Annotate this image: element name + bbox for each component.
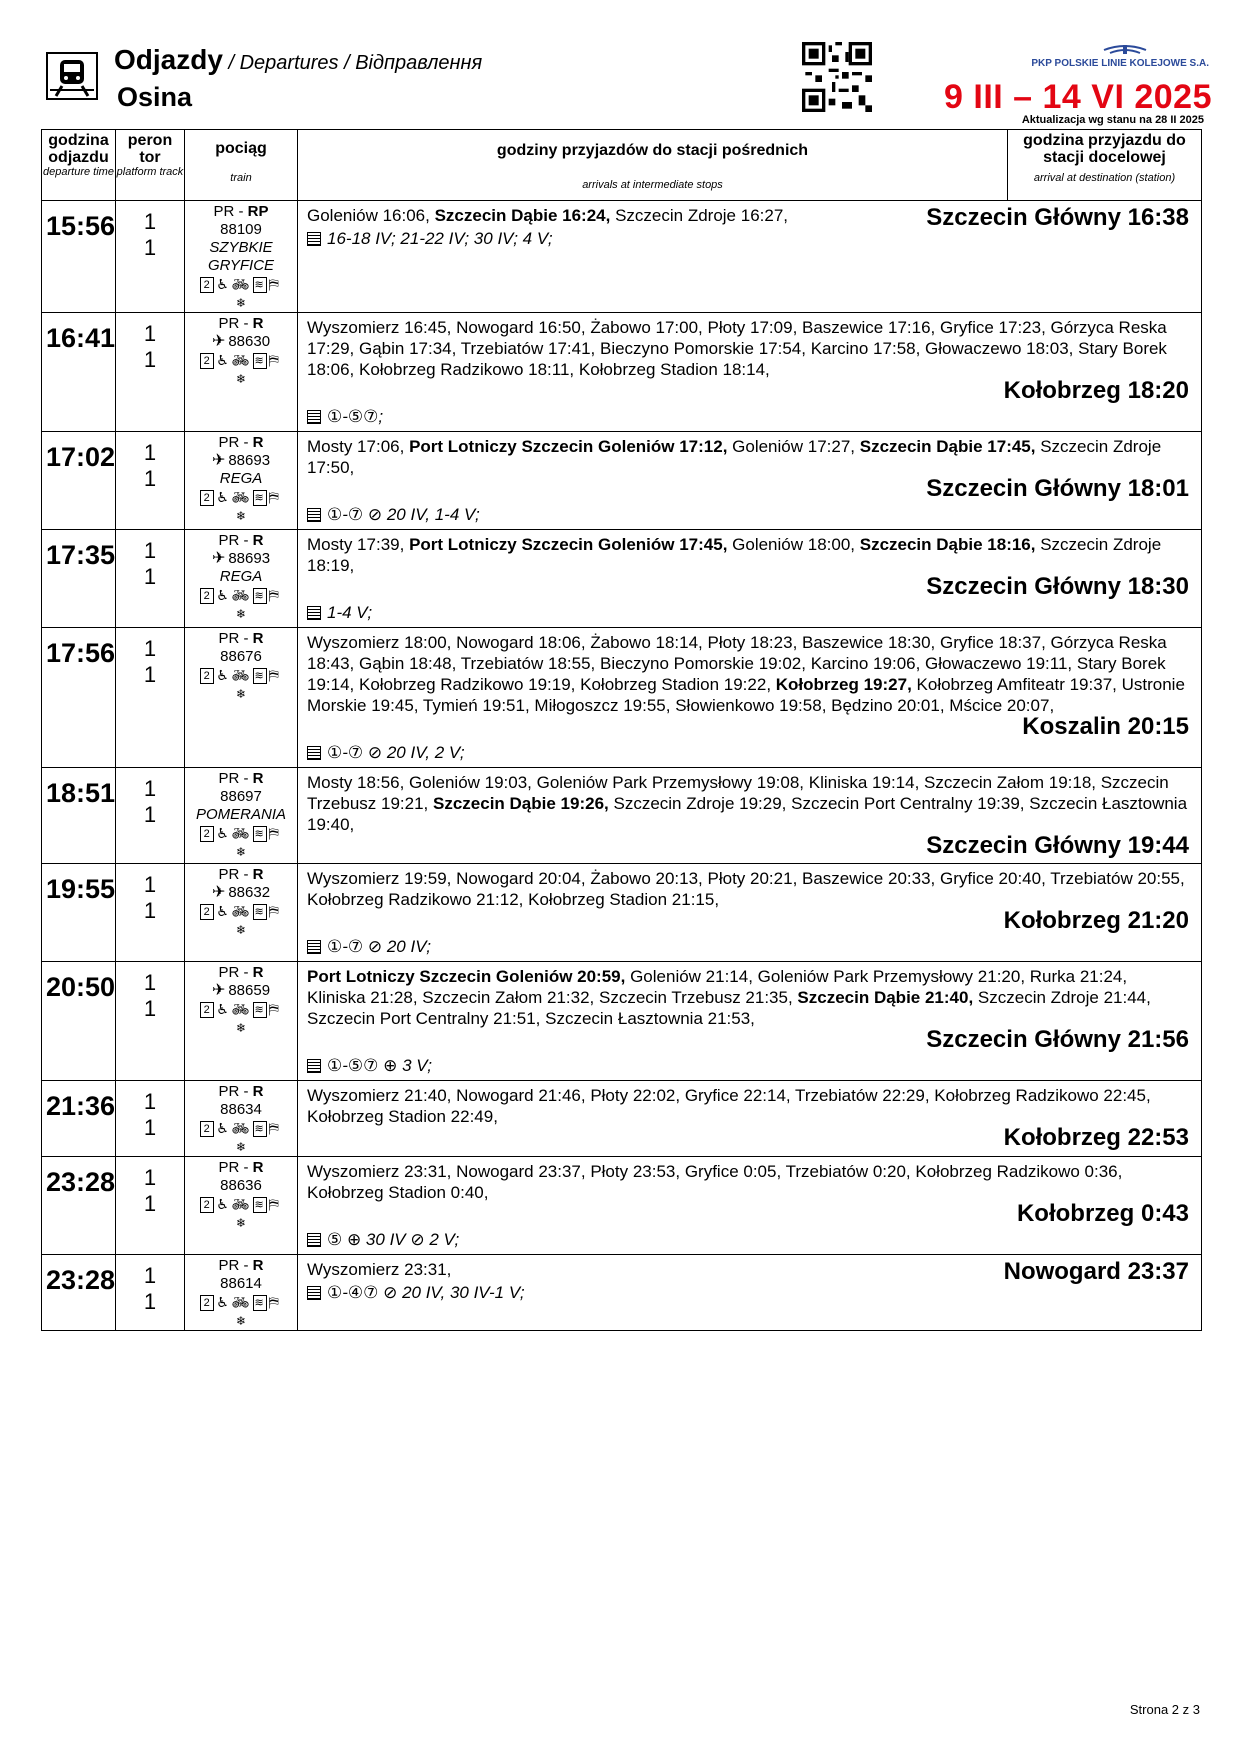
second-class-icon: 2 bbox=[200, 588, 214, 604]
stop-list: Szczecin Zdroje 19:29, Szczecin Port Centralny 19:39, Szczecin Łasztownia 19:40, bbox=[307, 794, 1188, 834]
wheelchair-icon: ♿ bbox=[216, 1120, 230, 1136]
platform-number: 1 bbox=[143, 440, 157, 465]
train-cell bbox=[185, 628, 298, 768]
platform-number: 1 bbox=[143, 872, 157, 897]
wheelchair-icon: ♿ bbox=[216, 276, 230, 292]
ramp-icon: ⛿ bbox=[268, 1196, 280, 1212]
calendar-icon bbox=[307, 410, 321, 424]
departure-row bbox=[42, 628, 1202, 768]
departure-row bbox=[42, 432, 1202, 530]
train-cell bbox=[185, 962, 298, 1081]
wheelchair-icon: ♿ bbox=[216, 1294, 230, 1310]
train-number: ✈ 88630 bbox=[211, 333, 271, 350]
stops-cell bbox=[298, 313, 1202, 432]
departure-row bbox=[42, 768, 1202, 864]
operating-days: ①-⑤⑦ ⊕ 3 V; bbox=[307, 1055, 1189, 1076]
stop-list: Szczecin Dąbie 17:45, bbox=[859, 437, 1041, 456]
stops-cell bbox=[298, 864, 1202, 962]
train-services bbox=[185, 1119, 297, 1138]
air-conditioning-icon: ❄ bbox=[235, 509, 247, 523]
platform-cell bbox=[116, 864, 185, 962]
header bbox=[0, 0, 1240, 130]
bicycle-icon: 🚲︎ bbox=[231, 352, 251, 368]
ramp-icon: ⛿ bbox=[268, 587, 280, 603]
ramp-icon: ⛿ bbox=[268, 1001, 280, 1017]
platform-cell bbox=[116, 628, 185, 768]
timetable bbox=[41, 129, 1202, 1331]
departure-rows bbox=[42, 201, 1202, 1331]
train-services bbox=[185, 351, 297, 370]
destination-arrival: Szczecin Główny 21:56 bbox=[926, 1026, 1189, 1053]
ramp-icon: ⛿ bbox=[268, 667, 280, 683]
calendar-icon bbox=[307, 940, 321, 954]
train-number: 88636 bbox=[220, 1177, 262, 1194]
train-services bbox=[185, 275, 297, 294]
airplane-icon: ✈ bbox=[211, 452, 226, 469]
station-name: Osina bbox=[117, 82, 193, 112]
col-stops-header: godziny przyjazdów do stacji pośrednich arrivals at intermediate stops bbox=[298, 130, 1008, 201]
stop-list: Szczecin Zdroje 18:19, bbox=[307, 535, 1162, 575]
platform-cell bbox=[116, 432, 185, 530]
departure-row bbox=[42, 313, 1202, 432]
bicycle-icon: 🚲︎ bbox=[231, 1196, 251, 1212]
train-number: ✈ 88659 bbox=[211, 982, 271, 999]
second-class-icon: 2 bbox=[200, 490, 214, 506]
train-category: PR - R bbox=[218, 630, 264, 647]
train-category: PR - R bbox=[218, 315, 264, 332]
train-services bbox=[185, 902, 297, 921]
col-destination-header: godzina przyjazdu do stacji docelowej arrival at destination (station) bbox=[1008, 130, 1202, 201]
page-number: Strona 2 z 3 bbox=[1129, 1702, 1200, 1717]
ramp-icon: ⛿ bbox=[268, 489, 280, 505]
train-category: PR - R bbox=[218, 532, 264, 549]
train-category: PR - R bbox=[218, 434, 264, 451]
departure-time: 17:35 bbox=[42, 530, 116, 628]
wifi-icon: ≋ bbox=[254, 670, 265, 683]
stops-cell bbox=[298, 1255, 1202, 1331]
departure-row bbox=[42, 1157, 1202, 1255]
air-conditioning-icon: ❄ bbox=[235, 372, 247, 386]
track-number: 1 bbox=[143, 662, 157, 687]
train-cell bbox=[185, 768, 298, 864]
stop-list: Port Lotniczy Szczecin Goleniów 17:45, bbox=[409, 535, 733, 554]
platform-number: 1 bbox=[143, 776, 157, 801]
platform-cell bbox=[116, 1255, 185, 1331]
wheelchair-icon: ♿ bbox=[216, 1001, 230, 1017]
stop-list: Szczecin Dąbie 19:26, bbox=[433, 794, 614, 813]
ramp-icon: ⛿ bbox=[268, 276, 280, 292]
air-conditioning-icon: ❄ bbox=[235, 1140, 247, 1154]
second-class-icon: 2 bbox=[200, 1121, 214, 1137]
train-number: 88634 bbox=[220, 1101, 262, 1118]
bicycle-icon: 🚲︎ bbox=[231, 1294, 251, 1310]
platform-cell bbox=[116, 768, 185, 864]
bicycle-icon: 🚲︎ bbox=[231, 903, 251, 919]
departure-time: 23:28 bbox=[42, 1157, 116, 1255]
page-title: Odjazdy / Departures / Відправлення bbox=[114, 44, 483, 75]
second-class-icon: 2 bbox=[200, 1197, 214, 1213]
update-note: Aktualizacja wg stanu na 28 II 2025 bbox=[1021, 114, 1204, 126]
air-conditioning-icon: ❄ bbox=[235, 296, 247, 310]
stop-list: Goleniów 17:27, bbox=[732, 437, 860, 456]
train-cell bbox=[185, 1157, 298, 1255]
stop-list: Wyszomierz 23:31, Nowogard 23:37, Płoty 23:53, Gryfice 0:05, Trzebiatów 0:20, Kołobrzeg Radzikowo 0:36, Kołobrzeg Stadion 0:40, bbox=[307, 1162, 1123, 1202]
platform-number: 1 bbox=[143, 321, 157, 346]
stop-list: Kołobrzeg Amfiteatr 19:37, Ustronie Morskie 19:45, Tymień 19:51, Miłogoszcz 19:55, Słowienkowo 19:58, Będzino 20:01, Mścice 20:07, bbox=[307, 675, 1185, 715]
stops-cell bbox=[298, 432, 1202, 530]
calendar-icon bbox=[307, 1059, 321, 1073]
calendar-icon bbox=[307, 606, 321, 620]
platform-number: 1 bbox=[143, 636, 157, 661]
train-services bbox=[185, 666, 297, 685]
stops-cell bbox=[298, 1157, 1202, 1255]
validity-period: 9 III – 14 VI 2025 bbox=[944, 78, 1212, 116]
platform-number: 1 bbox=[143, 1089, 157, 1114]
airplane-icon: ✈ bbox=[211, 982, 226, 999]
ramp-icon: ⛿ bbox=[268, 352, 280, 368]
train-services bbox=[185, 1195, 297, 1214]
train-category: PR - R bbox=[218, 866, 264, 883]
calendar-icon bbox=[307, 746, 321, 760]
train-number: ✈ 88632 bbox=[211, 884, 271, 901]
stop-list: Wyszomierz 16:45, Nowogard 16:50, Żabowo 17:00, Płoty 17:09, Baszewice 17:16, Gryfice 17:23, Górzyca Reska 17:29, Gąbin 17:34, Trzebiatów 17:41, Bieczyno Pomorskie 17:54, Karcino 17:58, Głowaczewo 18:03, Stary Borek 18:06, Kołobrzeg Radzikowo 18:11, Kołobrzeg Stadion 18:14, bbox=[307, 318, 1167, 379]
stop-list: Goleniów 18:00, bbox=[732, 535, 860, 554]
departure-time: 21:36 bbox=[42, 1081, 116, 1157]
train-name: REGA bbox=[219, 568, 263, 585]
operating-days: ①-④⑦ ⊘ 20 IV, 30 IV-1 V; bbox=[307, 1282, 1189, 1303]
stop-list: Szczecin Zdroje 16:27, bbox=[615, 206, 788, 225]
platform-cell bbox=[116, 313, 185, 432]
train-cell bbox=[185, 1255, 298, 1331]
operating-days: ①-⑦ ⊘ 20 IV, 1-4 V; bbox=[307, 504, 1189, 525]
stop-list: Port Lotniczy Szczecin Goleniów 20:59, bbox=[307, 967, 631, 986]
stops-cell bbox=[298, 962, 1202, 1081]
stop-list: Goleniów 16:06, bbox=[307, 206, 435, 225]
train-cell bbox=[185, 313, 298, 432]
wheelchair-icon: ♿ bbox=[216, 825, 230, 841]
platform-number: 1 bbox=[143, 1263, 157, 1288]
stop-list: Port Lotniczy Szczecin Goleniów 17:12, bbox=[409, 437, 733, 456]
bicycle-icon: 🚲︎ bbox=[231, 276, 251, 292]
train-name: REGA bbox=[219, 470, 263, 487]
platform-number: 1 bbox=[143, 209, 157, 234]
airplane-icon: ✈ bbox=[211, 884, 226, 901]
departure-row bbox=[42, 201, 1202, 313]
stop-list: Wyszomierz 23:31, bbox=[307, 1260, 452, 1279]
operating-days: 16-18 IV; 21-22 IV; 30 IV; 4 V; bbox=[307, 228, 1189, 249]
ramp-icon: ⛿ bbox=[268, 825, 280, 841]
operator-name: PKP POLSKIE LINIE KOLEJOWE S.A. bbox=[1031, 58, 1209, 69]
track-number: 1 bbox=[143, 898, 157, 923]
departure-time: 19:55 bbox=[42, 864, 116, 962]
second-class-icon: 2 bbox=[200, 1002, 214, 1018]
stop-list: Mosty 17:39, bbox=[307, 535, 410, 554]
destination-arrival: Kołobrzeg 21:20 bbox=[1003, 907, 1189, 934]
ramp-icon: ⛿ bbox=[268, 1120, 280, 1136]
stops-cell bbox=[298, 530, 1202, 628]
second-class-icon: 2 bbox=[200, 353, 214, 369]
wifi-icon: ≋ bbox=[254, 906, 265, 919]
wifi-icon: ≋ bbox=[254, 590, 265, 603]
train-number: ✈ 88693 bbox=[211, 550, 271, 567]
track-number: 1 bbox=[143, 996, 157, 1021]
destination-arrival: Koszalin 20:15 bbox=[1022, 713, 1189, 740]
platform-number: 1 bbox=[143, 538, 157, 563]
page-title-translations: / Departures / Відправлення bbox=[222, 52, 483, 74]
departure-time: 17:02 bbox=[42, 432, 116, 530]
train-services bbox=[185, 1293, 297, 1312]
stop-list: Kołobrzeg 19:27, bbox=[775, 675, 917, 694]
airplane-icon: ✈ bbox=[211, 550, 226, 567]
platform-cell bbox=[116, 201, 185, 313]
wifi-icon: ≋ bbox=[254, 1123, 265, 1136]
second-class-icon: 2 bbox=[200, 668, 214, 684]
bicycle-icon: 🚲︎ bbox=[231, 825, 251, 841]
departure-time: 18:51 bbox=[42, 768, 116, 864]
track-number: 1 bbox=[143, 564, 157, 589]
train-services bbox=[185, 1000, 297, 1019]
stop-list: Szczecin Zdroje 21:44, Szczecin Port Centralny 21:51, Szczecin Łasztownia 21:53, bbox=[307, 988, 1151, 1028]
wifi-icon: ≋ bbox=[254, 279, 265, 292]
train-number: 88697 bbox=[220, 788, 262, 805]
train-cell bbox=[185, 432, 298, 530]
operating-days: 1-4 V; bbox=[307, 602, 1189, 623]
col-train-header: pociąg train bbox=[185, 130, 298, 201]
col-time-header: godzina odjazdu departure time bbox=[42, 130, 116, 201]
ramp-icon: ⛿ bbox=[268, 903, 280, 919]
wheelchair-icon: ♿ bbox=[216, 903, 230, 919]
stops-cell bbox=[298, 201, 1202, 313]
destination-arrival: Kołobrzeg 0:43 bbox=[1016, 1200, 1189, 1227]
bicycle-icon: 🚲︎ bbox=[231, 587, 251, 603]
train-category: PR - R bbox=[218, 964, 264, 981]
wheelchair-icon: ♿ bbox=[216, 667, 230, 683]
air-conditioning-icon: ❄ bbox=[235, 1216, 247, 1230]
air-conditioning-icon: ❄ bbox=[235, 687, 247, 701]
second-class-icon: 2 bbox=[200, 1295, 214, 1311]
platform-cell bbox=[116, 962, 185, 1081]
ramp-icon: ⛿ bbox=[268, 1294, 280, 1310]
stop-list: Goleniów 21:14, Goleniów Park Przemysłowy 21:20, Rurka 21:24, Kliniska 21:28, Szczecin Załom 21:32, Szczecin Trzebusz 21:35, bbox=[307, 967, 1128, 1007]
stop-list: Wyszomierz 21:40, Nowogard 21:46, Płoty 22:02, Gryfice 22:14, Trzebiatów 22:29, Kołobrzeg Radzikowo 22:45, Kołobrzeg Stadion 22:49, bbox=[307, 1086, 1151, 1126]
pkp-logo bbox=[1100, 42, 1150, 56]
platform-number: 1 bbox=[143, 970, 157, 995]
train-category: PR - R bbox=[218, 770, 264, 787]
train-category: PR - R bbox=[218, 1257, 264, 1274]
platform-cell bbox=[116, 530, 185, 628]
qr-code bbox=[802, 42, 872, 112]
train-services bbox=[185, 824, 297, 843]
destination-arrival: Kołobrzeg 22:53 bbox=[1003, 1124, 1189, 1151]
train-services bbox=[185, 488, 297, 507]
wheelchair-icon: ♿ bbox=[216, 489, 230, 505]
operating-days: ①-⑦ ⊘ 20 IV; bbox=[307, 936, 1189, 957]
wifi-icon: ≋ bbox=[254, 828, 265, 841]
train-category: PR - RP bbox=[213, 203, 269, 220]
track-number: 1 bbox=[143, 1289, 157, 1314]
train-category: PR - R bbox=[218, 1083, 264, 1100]
bicycle-icon: 🚲︎ bbox=[231, 489, 251, 505]
wheelchair-icon: ♿ bbox=[216, 352, 230, 368]
departure-row bbox=[42, 962, 1202, 1081]
operating-days: ①-⑦ ⊘ 20 IV, 2 V; bbox=[307, 742, 1189, 763]
stop-list: Mosty 18:56, Goleniów 19:03, Goleniów Park Przemysłowy 19:08, Kliniska 19:14, Szczecin Załom 19:18, Szczecin Trzebusz 19:21, bbox=[307, 773, 1169, 813]
train-number: ✈ 88693 bbox=[211, 452, 271, 469]
track-number: 1 bbox=[143, 235, 157, 260]
train-cell bbox=[185, 201, 298, 313]
platform-cell bbox=[116, 1081, 185, 1157]
second-class-icon: 2 bbox=[200, 904, 214, 920]
calendar-icon bbox=[307, 1233, 321, 1247]
stop-list: Szczecin Dąbie 16:24, bbox=[434, 206, 616, 225]
stop-list: Mosty 17:06, bbox=[307, 437, 410, 456]
train-cell bbox=[185, 530, 298, 628]
destination-arrival: Szczecin Główny 16:38 bbox=[926, 204, 1189, 231]
track-number: 1 bbox=[143, 802, 157, 827]
destination-arrival: Kołobrzeg 18:20 bbox=[1003, 377, 1189, 404]
airplane-icon: ✈ bbox=[211, 333, 226, 350]
stops-cell bbox=[298, 1081, 1202, 1157]
train-number: 88614 bbox=[220, 1275, 262, 1292]
stop-list: Wyszomierz 19:59, Nowogard 20:04, Żabowo 20:13, Płoty 20:21, Baszewice 20:33, Gryfice 20:40, Trzebiatów 20:55, Kołobrzeg Radzikowo 21:12, Kołobrzeg Stadion 21:15, bbox=[307, 869, 1185, 909]
train-icon bbox=[46, 52, 98, 100]
second-class-icon: 2 bbox=[200, 277, 214, 293]
wifi-icon: ≋ bbox=[254, 1004, 265, 1017]
table-header-row bbox=[42, 130, 1202, 201]
track-number: 1 bbox=[143, 1115, 157, 1140]
track-number: 1 bbox=[143, 347, 157, 372]
destination-arrival: Szczecin Główny 18:01 bbox=[926, 475, 1189, 502]
departure-time: 20:50 bbox=[42, 962, 116, 1081]
wifi-icon: ≋ bbox=[254, 1199, 265, 1212]
calendar-icon bbox=[307, 508, 321, 522]
destination-arrival: Szczecin Główny 19:44 bbox=[926, 832, 1189, 859]
train-name: POMERANIA bbox=[195, 806, 286, 823]
stop-list: Szczecin Zdroje 17:50, bbox=[307, 437, 1162, 477]
air-conditioning-icon: ❄ bbox=[235, 607, 247, 621]
track-number: 1 bbox=[143, 466, 157, 491]
train-services bbox=[185, 586, 297, 605]
operating-days: ①-⑤⑦; bbox=[307, 406, 1189, 427]
departure-time: 16:41 bbox=[42, 313, 116, 432]
destination-arrival: Nowogard 23:37 bbox=[1003, 1258, 1189, 1285]
bicycle-icon: 🚲︎ bbox=[231, 1120, 251, 1136]
wifi-icon: ≋ bbox=[254, 355, 265, 368]
stop-list: Wyszomierz 18:00, Nowogard 18:06, Żabowo 18:14, Płoty 18:23, Baszewice 18:30, Gryfice 18:37, Górzyca Reska 18:43, Gąbin 18:48, Trzebiatów 18:55, Bieczyno Pomorskie 19:02, Karcino 19:06, Głowaczewo 19:11, Stary Borek 19:14, Kołobrzeg Radzikowo 19:19, Kołobrzeg Stadion 19:22, bbox=[307, 633, 1167, 694]
stops-cell bbox=[298, 628, 1202, 768]
train-cell bbox=[185, 1081, 298, 1157]
stop-list: Szczecin Dąbie 18:16, bbox=[859, 535, 1041, 554]
departure-row bbox=[42, 1081, 1202, 1157]
air-conditioning-icon: ❄ bbox=[235, 1021, 247, 1035]
train-number: 88109 bbox=[220, 221, 262, 238]
departure-time: 23:28 bbox=[42, 1255, 116, 1331]
departure-row bbox=[42, 530, 1202, 628]
stops-cell bbox=[298, 768, 1202, 864]
col-platform-header: peron tor platform track bbox=[116, 130, 185, 201]
train-cell bbox=[185, 864, 298, 962]
platform-number: 1 bbox=[143, 1165, 157, 1190]
train-category: PR - R bbox=[218, 1159, 264, 1176]
track-number: 1 bbox=[143, 1191, 157, 1216]
train-number: 88676 bbox=[220, 648, 262, 665]
bicycle-icon: 🚲︎ bbox=[231, 667, 251, 683]
air-conditioning-icon: ❄ bbox=[235, 923, 247, 937]
air-conditioning-icon: ❄ bbox=[235, 845, 247, 859]
operating-days: ⑤ ⊕ 30 IV ⊘ 2 V; bbox=[307, 1229, 1189, 1250]
departure-row bbox=[42, 1255, 1202, 1331]
bicycle-icon: 🚲︎ bbox=[231, 1001, 251, 1017]
second-class-icon: 2 bbox=[200, 826, 214, 842]
platform-cell bbox=[116, 1157, 185, 1255]
wheelchair-icon: ♿ bbox=[216, 1196, 230, 1212]
departure-row bbox=[42, 864, 1202, 962]
destination-arrival: Szczecin Główny 18:30 bbox=[926, 573, 1189, 600]
calendar-icon bbox=[307, 1286, 321, 1300]
wheelchair-icon: ♿ bbox=[216, 587, 230, 603]
train-name: SZYBKIE GRYFICE bbox=[207, 239, 275, 274]
departure-time: 17:56 bbox=[42, 628, 116, 768]
air-conditioning-icon: ❄ bbox=[235, 1314, 247, 1328]
wifi-icon: ≋ bbox=[254, 492, 265, 505]
wifi-icon: ≋ bbox=[254, 1297, 265, 1310]
calendar-icon bbox=[307, 232, 321, 246]
departure-time: 15:56 bbox=[42, 201, 116, 313]
stop-list: Szczecin Dąbie 21:40, bbox=[797, 988, 978, 1007]
